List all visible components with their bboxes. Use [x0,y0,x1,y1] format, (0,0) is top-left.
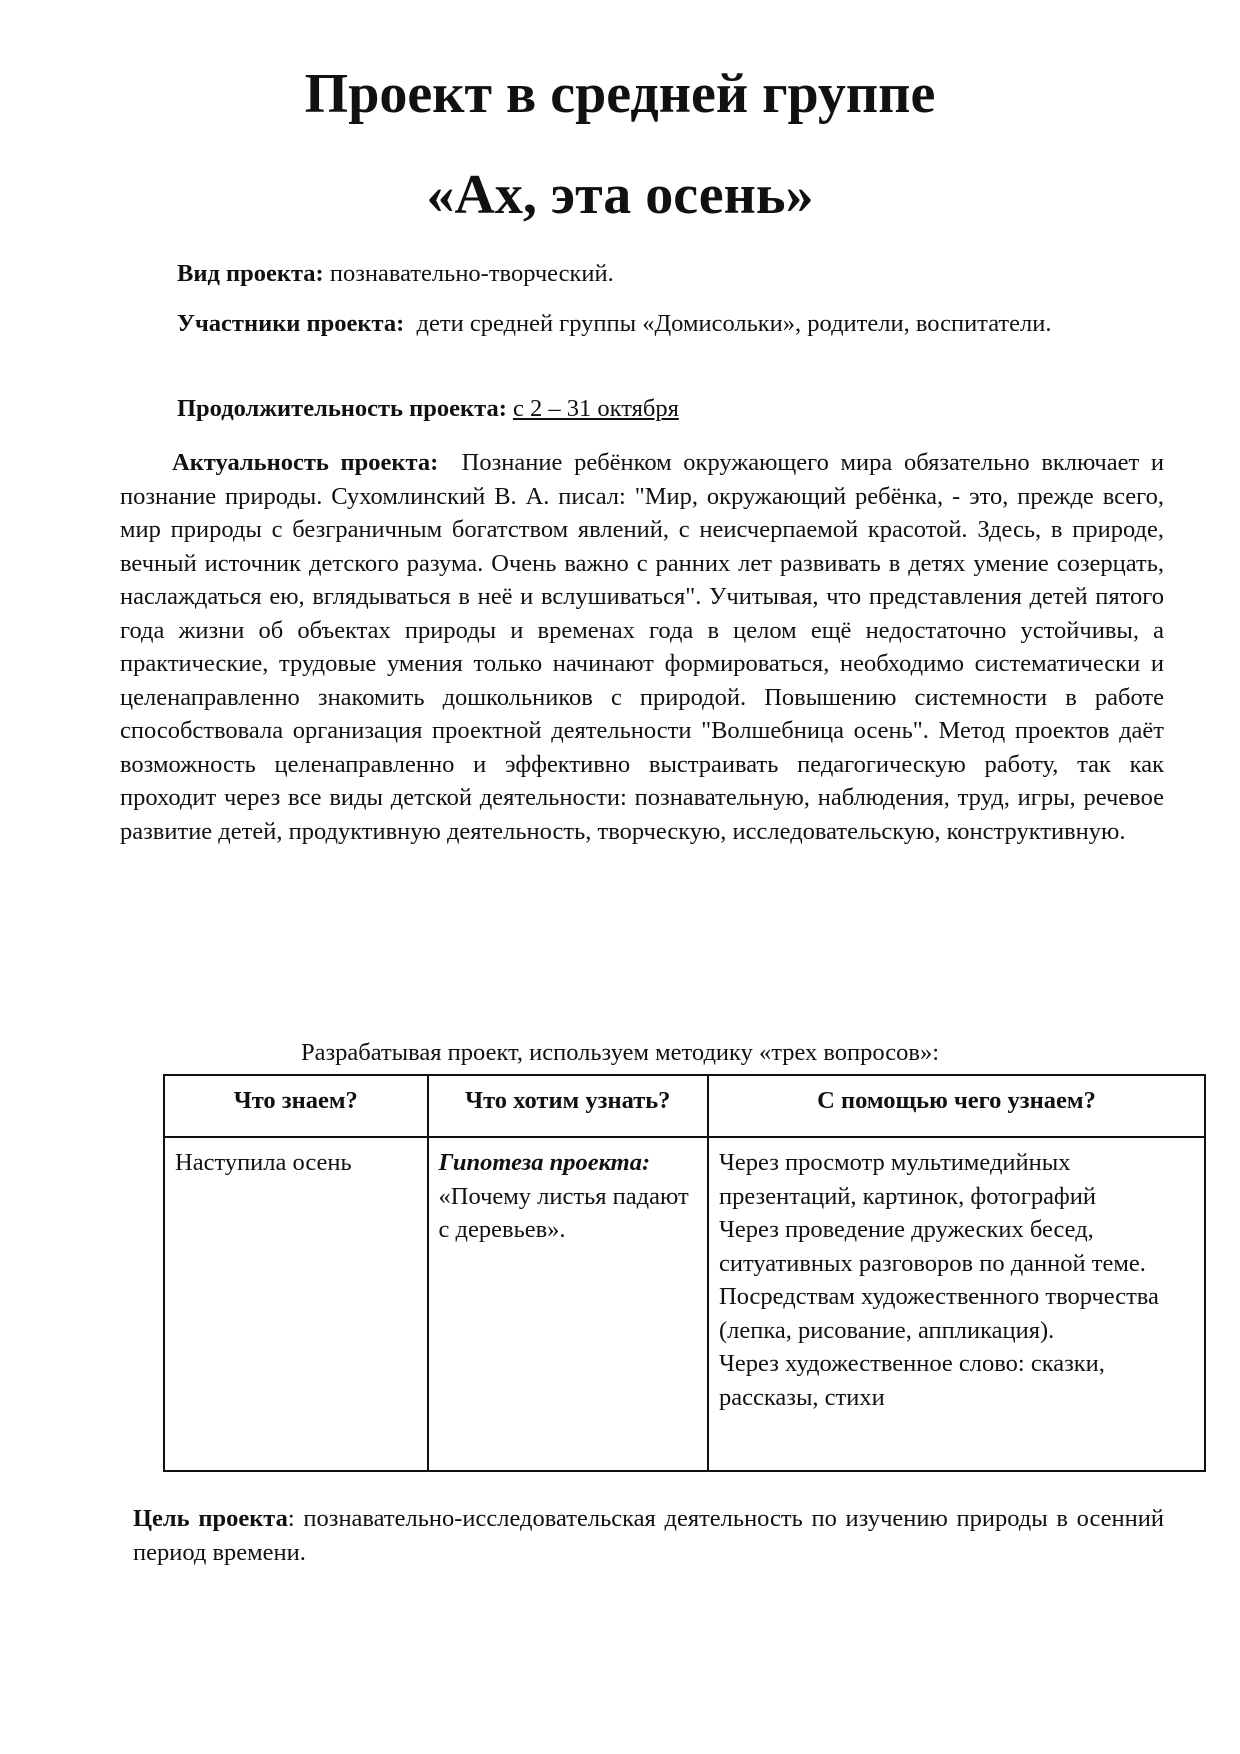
means-item: Посредствам художественного творчества (лепка, рисование, аппликация). [719,1283,1159,1344]
project-type [120,257,1221,291]
project-goal-label: Цель проекта [133,1505,288,1532]
project-participants-value: дети средней группы «Домисольки», родители, воспитатели. [404,310,1052,337]
project-duration [120,392,1221,426]
means-item: Через проведение дружеских бесед, ситуативных разговоров по данной теме. [719,1216,1146,1277]
project-goal [133,1502,1164,1569]
header-how-to-learn: С помощью чего узнаем? [708,1075,1205,1137]
cell-means [708,1137,1205,1471]
hypothesis-text: «Почему листья падают с деревьев». [438,1182,689,1243]
project-type-value: познавательно-творческий. [323,260,614,287]
document-subtitle: «Ах, эта осень» [426,164,814,226]
project-duration-label: Продолжительность проекта: [177,395,507,422]
table-row [164,1137,1205,1471]
hypothesis-label: Гипотеза проекта: [438,1149,651,1176]
cell-hypothesis [428,1137,708,1471]
project-relevance [120,446,1171,848]
project-relevance-label: Актуальность проекта: [172,449,439,476]
header-known: Что знаем? [164,1075,428,1137]
project-relevance-value: Познание ребёнком окружающего мира обязательно включает и познание природы. Сухомлинский В. А. писал: "Мир, окружающий ребёнка, - это, прежде всего, мир природы с безграничным богатством явлений, с неисчерпаемой красотой. Здесь, в природе, вечный источник детского разума. Очень важно с ранних лет развивать в детях умение созерцать, наслаждаться ею, вглядываться в неё и вслушиваться". Учитывая, что представления детей пятого года жизни об объектах природы и временах года в целом ещё недостаточно устойчивы, а практические, трудовые умения только начинают формироваться, необходимо систематически и целенаправленно знакомить дошкольников с природой. Повышению системности в работе способствовала организация проектной деятельности "Волшебница осень". Метод проектов даёт возможность целенаправленно и эффективно выстраивать педагогическую работу, так как проходит через все виды детской деятельности: познавательную, наблюдения, труд, игры, речевое развитие детей, продуктивную деятельность, творческую, исследовательскую, конструктивную. [120,449,1171,845]
means-item: Через просмотр мультимедийных презентаций, картинок, фотографий [719,1149,1097,1210]
project-duration-value: с 2 – 31 октября [513,395,679,422]
header-want-to-know: Что хотим узнать? [428,1075,708,1137]
cell-known: Наступила осень [164,1137,428,1471]
means-item: Через художественное слово: сказки, рассказы, стихи [719,1350,1105,1411]
project-type-label: Вид проекта: [177,260,324,287]
method-table [163,1074,1206,1472]
project-participants-label: Участники проекта: [177,310,405,337]
method-table-header-row [164,1075,1205,1137]
method-table-caption: Разрабатывая проект, используем методику «трех вопросов»: [300,1039,940,1066]
project-goal-value: : познавательно-исследовательская деятельность по изучению природы в осенний период времени. [133,1505,1164,1566]
project-participants [120,307,1164,341]
document-title: Проект в средней группе [304,63,936,125]
